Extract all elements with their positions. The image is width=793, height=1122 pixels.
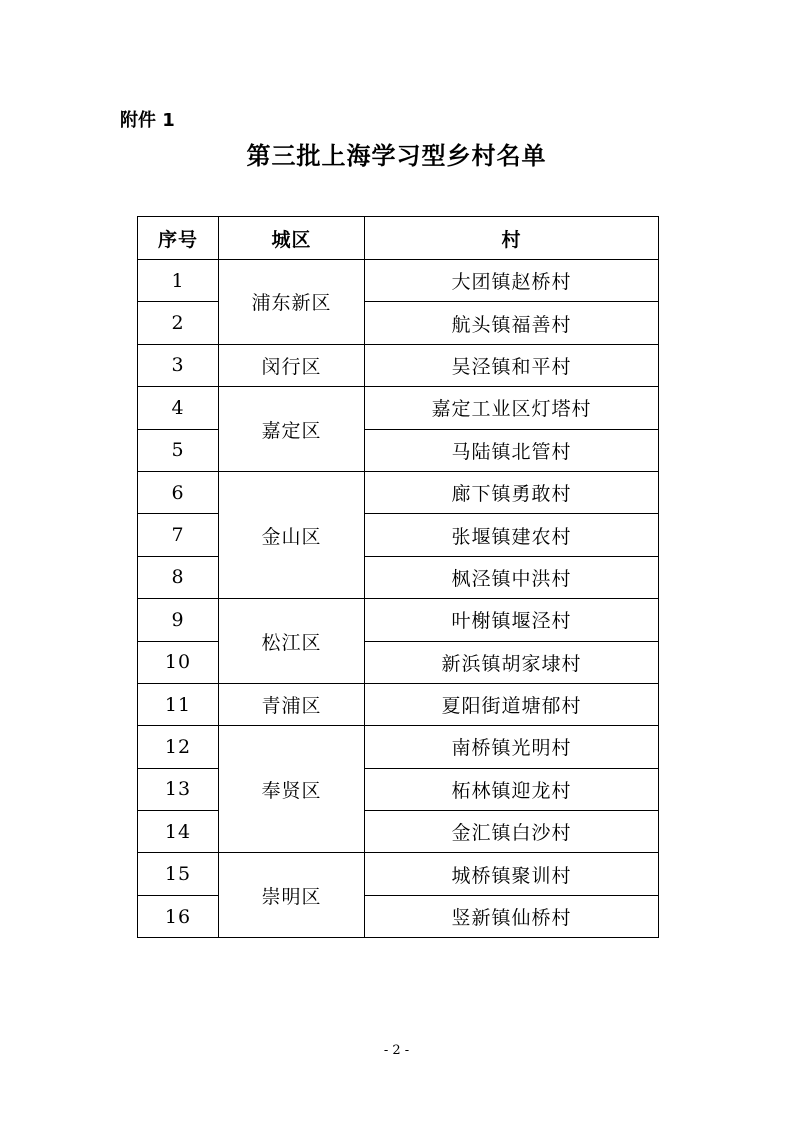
seq-cell: 8 bbox=[138, 556, 219, 598]
village-cell: 嘉定工业区灯塔村 bbox=[365, 387, 659, 429]
seq-cell: 12 bbox=[138, 726, 219, 768]
seq-cell: 11 bbox=[138, 683, 219, 725]
table-row bbox=[138, 344, 659, 386]
village-cell: 大团镇赵桥村 bbox=[365, 260, 659, 302]
village-list-table bbox=[137, 216, 659, 938]
table-row bbox=[138, 302, 659, 344]
table-row bbox=[138, 429, 659, 471]
seq-cell: 1 bbox=[138, 260, 219, 302]
seq-cell: 13 bbox=[138, 768, 219, 810]
district-cell: 闵行区 bbox=[219, 344, 365, 386]
village-cell: 枫泾镇中洪村 bbox=[365, 556, 659, 598]
district-cell: 奉贤区 bbox=[219, 726, 365, 853]
header-district: 城区 bbox=[219, 217, 365, 260]
village-cell: 夏阳街道塘郁村 bbox=[365, 683, 659, 725]
seq-cell: 4 bbox=[138, 387, 219, 429]
table-row bbox=[138, 260, 659, 302]
table-row bbox=[138, 811, 659, 853]
village-cell: 柘林镇迎龙村 bbox=[365, 768, 659, 810]
village-cell: 叶榭镇堰泾村 bbox=[365, 599, 659, 641]
seq-cell: 10 bbox=[138, 641, 219, 683]
seq-cell: 3 bbox=[138, 344, 219, 386]
village-cell: 吴泾镇和平村 bbox=[365, 344, 659, 386]
district-cell: 松江区 bbox=[219, 599, 365, 684]
table-row bbox=[138, 471, 659, 513]
table-row bbox=[138, 895, 659, 937]
village-cell: 城桥镇聚训村 bbox=[365, 853, 659, 895]
table-header-row bbox=[138, 217, 659, 260]
district-cell: 金山区 bbox=[219, 471, 365, 598]
seq-cell: 2 bbox=[138, 302, 219, 344]
seq-cell: 14 bbox=[138, 811, 219, 853]
district-cell: 嘉定区 bbox=[219, 387, 365, 472]
village-cell: 廊下镇勇敢村 bbox=[365, 471, 659, 513]
village-cell: 马陆镇北管村 bbox=[365, 429, 659, 471]
page-number: - 2 - bbox=[383, 1043, 410, 1058]
district-cell: 浦东新区 bbox=[219, 260, 365, 345]
village-cell: 金汇镇白沙村 bbox=[365, 811, 659, 853]
table-row bbox=[138, 853, 659, 895]
document-title: 第三批上海学习型乡村名单 bbox=[246, 142, 547, 170]
table-row bbox=[138, 683, 659, 725]
table-row bbox=[138, 641, 659, 683]
table-row bbox=[138, 599, 659, 641]
seq-cell: 15 bbox=[138, 853, 219, 895]
village-cell: 张堰镇建农村 bbox=[365, 514, 659, 556]
village-cell: 航头镇福善村 bbox=[365, 302, 659, 344]
table-row bbox=[138, 514, 659, 556]
table-row bbox=[138, 556, 659, 598]
table-row bbox=[138, 768, 659, 810]
attachment-label: 附件 1 bbox=[120, 110, 175, 131]
seq-cell: 16 bbox=[138, 895, 219, 937]
seq-cell: 5 bbox=[138, 429, 219, 471]
village-cell: 新浜镇胡家埭村 bbox=[365, 641, 659, 683]
table-row bbox=[138, 387, 659, 429]
seq-cell: 6 bbox=[138, 471, 219, 513]
seq-cell: 9 bbox=[138, 599, 219, 641]
district-cell: 青浦区 bbox=[219, 683, 365, 725]
header-seq: 序号 bbox=[138, 217, 219, 260]
village-cell: 南桥镇光明村 bbox=[365, 726, 659, 768]
district-cell: 崇明区 bbox=[219, 853, 365, 938]
seq-cell: 7 bbox=[138, 514, 219, 556]
village-cell: 竖新镇仙桥村 bbox=[365, 895, 659, 937]
table-row bbox=[138, 726, 659, 768]
header-village: 村 bbox=[365, 217, 659, 260]
